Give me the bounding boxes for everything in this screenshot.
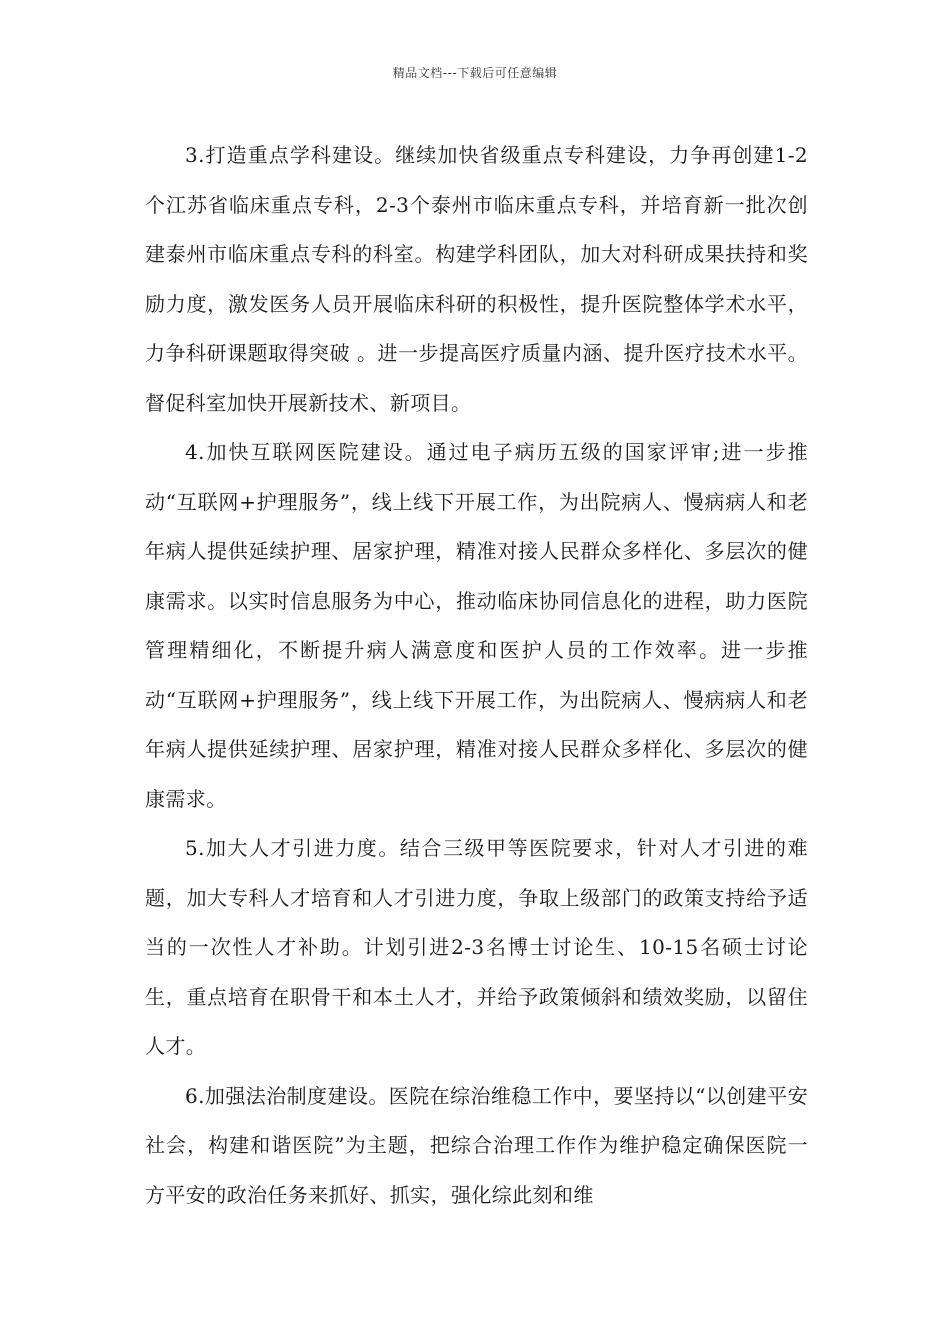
paragraph-5-talent-introduction: 5.加大人才引进力度。结合三级甲等医院要求，针对人才引进的难题，加大专科人才培育和人才引进力度，争取上级部门的政策支持给予适当的一次性人才补助。计划引进2-3名博士讨论生、10-15名硕士讨论生，重点培育在职骨干和本土人才，并给予政策倾斜和绩效奖励，以留住人才。 [145, 836, 808, 1058]
paragraph-4-internet-hospital: 4.加快互联网医院建设。通过电子病历五级的国家评审;进一步推动“互联网+护理服务”，线上线下开展工作，为出院病人、慢病病人和老年病人提供延续护理、居家护理，精准对接人民群众多样化、多层次的健康需求。以实时信息服务为中心，推动临床协同信息化的进程，助力医院管理精细化，不断提升病人满意度和医护人员的工作效率。进一步推动“互联网+护理服务”，线上线下开展工作，为出院病人、慢病病人和老年病人提供延续护理、居家护理，精准对接人民群众多样化、多层次的健康需求。 [145, 440, 808, 811]
header-note: 精品文档---下载后可任意编辑 [392, 66, 558, 80]
paragraph-3-key-disciplines: 3.打造重点学科建设。继续加快省级重点专科建设，力争再创建1-2个江苏省临床重点专科，2-3个泰州市临床重点专科，并培育新一批次创建泰州市临床重点专科的科室。构建学科团队，加大对科研成果扶持和奖励力度，激发医务人员开展临床科研的积极性，提升医院整体学术水平，力争科研课题取得突破 。进一步提高医疗质量内涵、提升医疗技术水平。督促科室加快开展新技术、新项目。 [145, 143, 808, 415]
paragraph-6-rule-of-law: 6.加强法治制度建设。医院在综治维稳工作中，要坚持以“以创建平安社会，构建和谐医院”为主题，把综合治理工作作为维护稳定确保医院一方平安的政治任务来抓好、抓实，强化综此刻和维 [145, 1083, 808, 1207]
document-body [145, 131, 808, 1220]
